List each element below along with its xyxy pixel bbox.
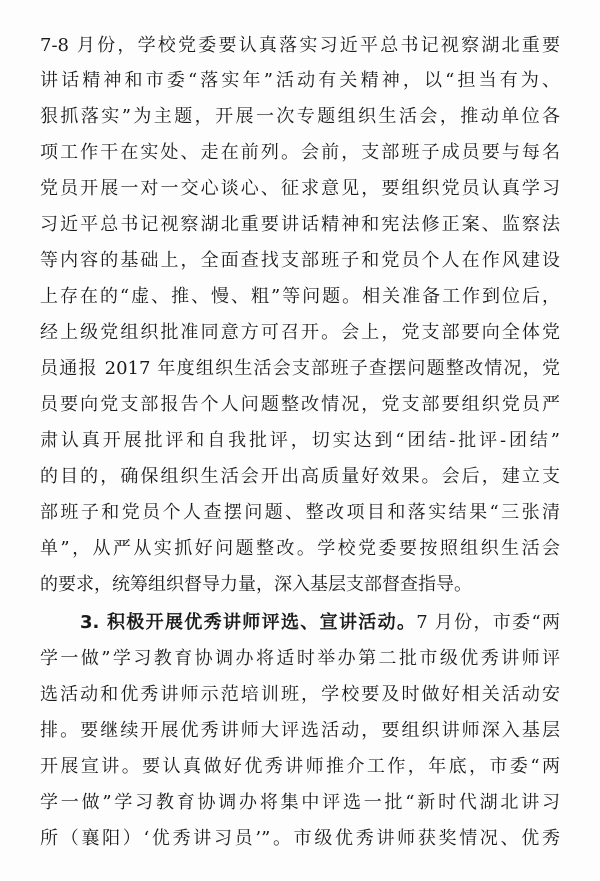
paragraph-1-line-7: 等内容的基础上，全面查找支部班子和党员个人在作风建设 [40, 250, 560, 271]
section-3-heading: 3. 积极开展优秀讲师评选、宣讲活动。 [80, 612, 417, 633]
paragraph-1-line-1: 7-8 月份，学校党委要认真落实习近平总书记视察湖北重要 [40, 35, 560, 56]
paragraph-1-line-3: 狠抓落实”为主题，开展一次专题组织生活会，推动单位各 [40, 106, 560, 127]
paragraph-1-line-16: 的要求，统筹组织督导力量，深入基层支部督查指导。 [40, 574, 472, 595]
paragraph-1-line-15: 单”，从严从实抓好问题整改。学校党委要按照组织生活会 [40, 538, 560, 559]
paragraph-1-line-9: 经上级党组织批准同意方可召开。会上，党支部要向全体党 [40, 322, 560, 343]
paragraph-1-line-13: 的目的，确保组织生活会开出高质量好效果。会后，建立支 [40, 466, 560, 487]
paragraph-2-line-6: 所（襄阳）‘优秀讲习员’”。市级优秀讲师获奖情况、优秀 [40, 828, 560, 849]
paragraph-1-line-12: 肃认真开展批评和自我批评，切实达到“团结-批评-团结” [40, 430, 560, 451]
paragraph-1-line-14: 部班子和党员个人查摆问题、整改项目和落实结果“三张清 [40, 502, 560, 523]
paragraph-2-line-1: 学一做”学习教育协调办将适时举办第二批市级优秀讲师评 [40, 648, 560, 669]
paragraph-1-line-5: 党员开展一对一交心谈心、征求意见，要组织党员认真学习 [40, 178, 560, 199]
paragraph-1-line-4: 项工作干在实处、走在前列。会前，支部班子成员要与每名 [40, 142, 560, 163]
paragraph-2-line-2: 选活动和优秀讲师示范培训班，学校要及时做好相关活动安 [40, 684, 560, 705]
paragraph-2-line-3: 排。要继续开展优秀讲师大评选活动，要组织讲师深入基层 [40, 720, 560, 741]
section-3-first-line [80, 611, 560, 635]
paragraph-1-line-11: 员要向党支部报告个人问题整改情况，党支部要组织党员严 [40, 394, 560, 415]
section-3-first-line-text: 7 月份，市委“两 [416, 612, 560, 633]
paragraph-2-line-5: 学一做”学习教育协调办将集中评选一批“新时代湖北讲习 [40, 792, 560, 813]
paragraph-1-line-10: 员通报 2017 年度组织生活会支部班子查摆问题整改情况，党 [40, 358, 560, 379]
paragraph-1-line-6: 习近平总书记视察湖北重要讲话精神和宪法修正案、监察法 [40, 214, 560, 235]
paragraph-2-line-4: 开展宣讲。要认真做好优秀讲师推介工作，年底，市委“两 [40, 756, 560, 777]
paragraph-1-line-2: 讲话精神和市委“落实年”活动有关精神，以“担当有为、 [40, 70, 560, 91]
paragraph-1-line-8: 上存在的“虚、推、慢、粗”等问题。相关准备工作到位后， [40, 286, 560, 307]
